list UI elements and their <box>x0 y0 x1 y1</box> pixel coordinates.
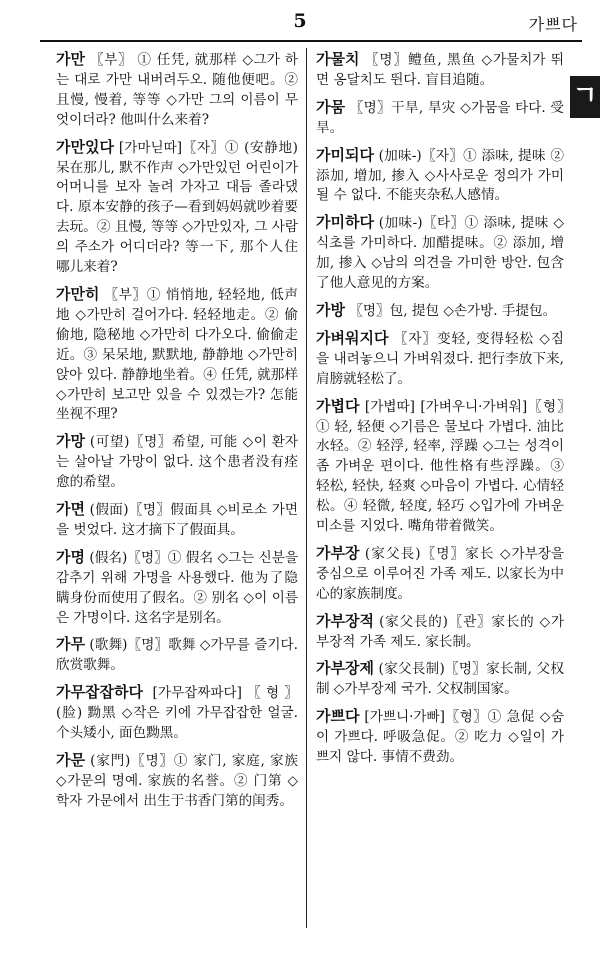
entry-headword: 가무 <box>56 635 85 654</box>
dictionary-entry <box>56 635 298 676</box>
entry-headword: 가무잡잡하다 <box>56 683 143 702</box>
dictionary-entry <box>316 397 564 537</box>
entry-headword: 가부장적 <box>316 611 374 630</box>
entry-headword: 가명 <box>56 547 85 566</box>
dictionary-entry <box>316 301 564 322</box>
left-column <box>56 50 298 819</box>
entry-definition: 〖자〗变轻, 变得轻松 ◇짐을 내려놓으니 가벼워졌다. 把行李放下来, 肩膀就轻松了。 <box>316 330 564 387</box>
entry-headword: 가미하다 <box>316 213 374 232</box>
entry-headword: 가볍다 <box>316 396 360 415</box>
header-rule <box>40 40 582 42</box>
column-divider <box>306 48 307 928</box>
entry-definition: (家父長)〖명〗家长 ◇가부장을 중심으로 이루어진 가족 제도. 以家长为中心的家族制度。 <box>316 545 564 602</box>
dictionary-entry <box>316 612 564 653</box>
right-column <box>316 50 564 775</box>
dictionary-entry <box>56 751 298 812</box>
entry-definition: 〖부〗 ① 任凭, 就那样 ◇그가 하는 대로 가만 내버려두오. 随他便吧。② 且慢, 慢着, 等等 ◇가만 그의 이름이 무엇이더라? 他叫什么来着? <box>56 52 298 128</box>
dictionary-entry <box>316 707 564 768</box>
entry-definition: 〖명〗鳢鱼, 黑鱼 ◇가물치가 뛰면 옹달치도 뛴다. 盲目追随。 <box>316 52 565 88</box>
dictionary-entry <box>316 544 564 605</box>
entry-headword: 가뭄 <box>316 97 345 116</box>
entry-headword: 가부장 <box>316 543 360 562</box>
entry-definition: (加味-)〖타〗① 添味, 提味 ◇식초를 가미하다. 加醋提味。② 添加, 增加, 掺入 ◇남의 의견을 가미한 방안. 包含了他人意见的方案。 <box>316 215 564 292</box>
entry-headword: 가미되다 <box>316 145 374 164</box>
entry-headword: 가쁘다 <box>316 707 360 726</box>
dictionary-entry <box>316 213 564 294</box>
entry-headword: 가만 <box>56 50 85 68</box>
entry-definition: (加味-)〖자〗① 添味, 提味 ② 添加, 增加, 掺入 ◇사사로운 정의가 가미될 수 없다. 不能夹杂私人感情。 <box>316 147 564 204</box>
entry-headword: 가방 <box>316 300 345 319</box>
dictionary-entry <box>316 146 564 207</box>
entry-definition: [가마닏따]〖자〗① (安静地) 呆在那儿, 默不作声 ◇가만있던 어린이가 어머니를 보자 놀려 가자고 대듬 졸라댔다. 原本安静的孩子—看到妈妈就吵着要去玩。② 且慢, 等等 ◇가만있자, 그 사람의 주소가 어디더라? 等一下, 那个人住哪儿来着? <box>56 139 298 276</box>
entry-definition: [가볍따] [가벼우니·가벼워]〖형〗① 轻, 轻便 ◇기름은 물보다 가볍다. 油比水轻。② 轻浮, 轻率, 浮躁 ◇그는 성격이 좀 가벼운 편이다. 他性格有些浮躁。③ 轻松, 轻快, 轻爽 ◇마음이 가볍다. 心情轻松。④ 轻微, 轻度, 轻巧 ◇입가에 가벼운 미소를 지었다. 嘴角带着微笑。 <box>316 398 564 535</box>
dictionary-entry <box>56 500 298 541</box>
entry-headword: 가면 <box>56 500 85 519</box>
entry-headword: 가부장제 <box>316 659 374 678</box>
entry-headword: 가만히 <box>56 284 100 303</box>
running-head: 가쁘다 <box>528 15 578 34</box>
entry-definition: [가쁘니·가빠]〖형〗① 急促 ◇숨이 가쁘다. 呼吸急促。② 吃力 ◇일이 가쁘지 않다. 事情不费劲。 <box>316 709 564 766</box>
dictionary-entry <box>316 50 564 91</box>
dictionary-entry <box>316 329 564 390</box>
dictionary-entry <box>56 683 298 744</box>
entry-headword: 가문 <box>56 751 85 769</box>
entry-definition: (家父長制)〖명〗家长制, 父权制 ◇가부장제 국가. 父权制国家。 <box>316 661 564 698</box>
entry-definition: (歌舞)〖명〗歌舞 ◇가무를 즐기다. 欣赏歌舞。 <box>56 637 298 674</box>
dictionary-entry <box>316 98 564 139</box>
entry-definition: [가무잡짜파다]〖형〗(脸) 黝黑 ◇작은 키에 가무잡잡한 얼굴. 个头矮小, 面色黝黑。 <box>56 685 298 742</box>
dictionary-entry <box>316 659 564 700</box>
entry-definition: 〖명〗干旱, 旱灾 ◇가뭄을 타다. 受旱。 <box>316 99 565 136</box>
dictionary-entry <box>56 548 298 629</box>
entry-definition: (假面)〖명〗假面具 ◇비로소 가면을 벗었다. 这才摘下了假面具。 <box>56 502 298 538</box>
entry-definition: (家父長的)〖관〗家长的 ◇가부장적 가족 제도. 家长制。 <box>316 613 564 650</box>
entry-headword: 가벼워지다 <box>316 328 389 347</box>
page-number: 5 <box>293 10 307 32</box>
entry-definition: (假名)〖명〗① 假名 ◇그는 신분을 감추기 위해 가명을 사용했다. 他为了隐瞒身份而使用了假名。② 别名 ◇이 이름은 가명이다. 这名字是别名。 <box>56 549 298 626</box>
dictionary-entry <box>56 432 298 493</box>
entry-definition: (家門)〖명〗① 家门, 家庭, 家族 ◇가문의 명예. 家族的名誉。② 门第 ◇학자 가문에서 出生于书香门第的闺秀。 <box>56 753 298 809</box>
entry-headword: 가망 <box>56 432 85 451</box>
entry-headword: 가물치 <box>316 50 360 68</box>
dictionary-entry <box>56 138 298 278</box>
dictionary-entry <box>56 50 298 131</box>
entry-definition: 〖부〗① 悄悄地, 轻轻地, 低声地 ◇가만히 걸어가다. 轻轻地走。② 偷偷地, 隐秘地 ◇가만히 다가오다. 偷偷走近。③ 呆呆地, 默默地, 静静地 ◇가만히 앉아 있다. 静静地坐着。④ 任凭, 就那样 ◇가만히 보고만 있을 수 있겠는가? 怎能坐视不理? <box>56 286 298 423</box>
entry-definition: 〖명〗包, 提包 ◇손가방. 手提包。 <box>349 302 557 319</box>
thumb-tab[interactable]: ㄱ <box>570 76 600 118</box>
entry-definition: (可望)〖명〗希望, 可能 ◇이 환자는 살아날 가망이 없다. 这个患者没有痊愈的希望。 <box>56 434 298 491</box>
entry-headword: 가만있다 <box>56 137 114 156</box>
dictionary-entry <box>56 285 298 425</box>
